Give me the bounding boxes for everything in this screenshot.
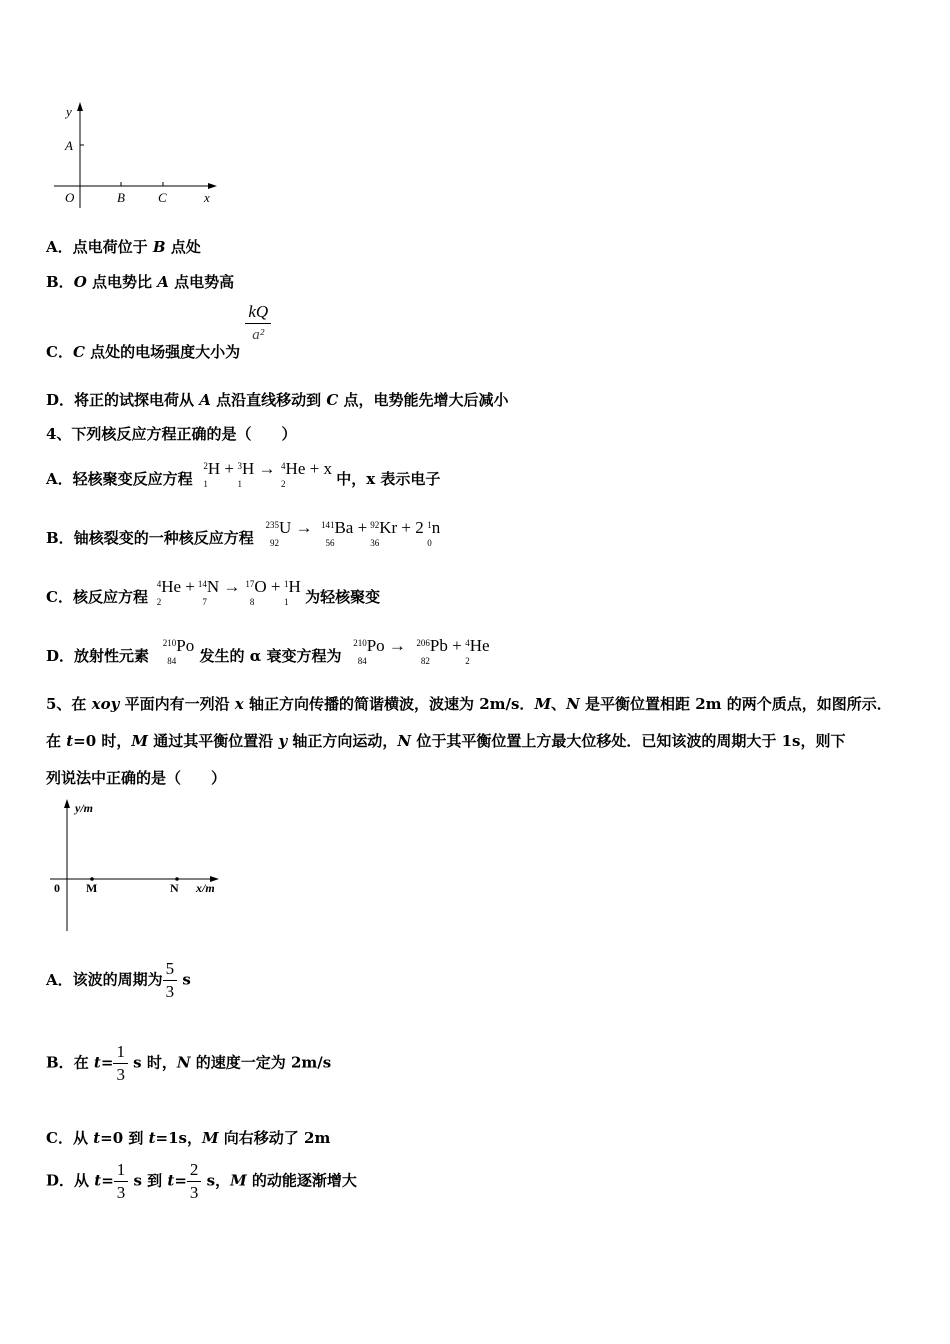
point-c-label: C (158, 190, 167, 205)
option-text: 向右移动了 2m (218, 1129, 331, 1147)
point-b-label: B (117, 190, 125, 205)
option-text: 核反应方程 (72, 588, 148, 606)
variable: C (72, 342, 85, 361)
q5-option-a[interactable] (46, 958, 191, 1003)
option-label: B． (46, 273, 74, 291)
q5-stem-line-2 (46, 730, 845, 751)
denominator: 3 (116, 1065, 125, 1084)
q3-option-b[interactable] (46, 271, 234, 292)
variable: A (157, 273, 169, 291)
option-text: 将正的试探电荷从 (74, 391, 200, 409)
x-axis-label: x/m (196, 881, 215, 895)
option-text: s 时， (127, 1053, 177, 1072)
variable: t (93, 1129, 101, 1147)
variable: M (131, 732, 149, 750)
y-axis-label: y/m (75, 801, 93, 815)
origin-label: O (65, 190, 75, 205)
variable: M (230, 1171, 247, 1190)
variable: t (94, 1171, 102, 1190)
variable: t (167, 1171, 175, 1190)
option-text: 中，x 表示电子 (336, 470, 441, 488)
period-fraction (163, 958, 178, 1003)
time-fraction-start (114, 1159, 129, 1204)
q4-option-c[interactable] (46, 576, 380, 610)
q5-option-d[interactable] (46, 1159, 357, 1204)
option-label: A． (46, 470, 73, 488)
stem-text: 是平衡位置相距 2m 的两个质点，如图所示． (579, 695, 892, 713)
option-text: 点处 (165, 238, 201, 256)
option-label: D． (46, 1171, 75, 1190)
option-text: 点电荷位于 (72, 238, 153, 256)
variable: xoy (91, 695, 120, 713)
stem-text: 位于其平衡位置上方最大位移处．已知该波的周期大于 1s，则下 (411, 732, 846, 750)
time-fraction-end (187, 1159, 202, 1204)
denominator: 3 (165, 982, 175, 1001)
field-strength-fraction (245, 301, 271, 346)
variable: t (93, 1053, 101, 1072)
option-label: A． (46, 970, 73, 989)
stem-text: 、 (551, 695, 567, 713)
option-label: D． (46, 647, 75, 665)
option-label: C． (46, 342, 73, 361)
option-label: A． (46, 238, 73, 256)
option-text: 点沿直线移动到 (210, 391, 327, 409)
option-text: 轻核聚变反应方程 (72, 470, 193, 488)
q5-option-b[interactable] (46, 1041, 331, 1086)
unit: s (177, 970, 191, 989)
option-text: = (101, 1171, 114, 1190)
y-axis-label: y (66, 104, 72, 119)
denominator: 3 (116, 1183, 126, 1202)
polonium-symbol: 210 84 Po (162, 636, 195, 667)
point-n-label: N (170, 881, 179, 895)
q4-option-b[interactable] (46, 517, 440, 551)
option-text: 该波的周期为 (72, 970, 163, 989)
q3-option-c[interactable] (46, 302, 271, 361)
stem-text: 在 (46, 732, 67, 750)
option-text: 的动能逐渐增大 (246, 1171, 357, 1190)
wave-figure (46, 795, 226, 935)
q4-stem: 4、下列核反应方程正确的是（ ） (46, 425, 297, 443)
variable: t (66, 732, 74, 750)
point-a-label: A (65, 138, 73, 153)
option-label: B． (46, 529, 74, 547)
option-text: = (100, 1053, 114, 1072)
variable: N (566, 695, 580, 713)
option-text: 从 (72, 1129, 94, 1147)
x-axis-label: x (204, 190, 210, 205)
option-text: 铀核裂变的一种核反应方程 (73, 529, 254, 547)
variable: y (278, 732, 288, 750)
option-label: C． (46, 588, 73, 606)
numerator: 1 (114, 1159, 129, 1182)
origin-label: 0 (54, 881, 60, 895)
variable: M (201, 1129, 219, 1147)
fission-equation: 235 92 U → 141 56 Ba + 92 36 Kr + 2 1 0 n (265, 518, 441, 549)
option-label: D． (46, 391, 75, 409)
fusion-equation: 2 1 H + 3 1 H → 4 2 He + x (203, 459, 337, 490)
stem-text: 平面内有一列沿 (119, 695, 235, 713)
option-text: = (174, 1171, 187, 1190)
variable: x (234, 695, 244, 713)
nuclear-reaction-equation: 4 2 He + 14 7 N → 17 8 O + 1 1 H (156, 577, 306, 608)
option-text: 为轻核聚变 (305, 588, 381, 606)
option-text: 从 (74, 1171, 95, 1190)
stem-text: 轴正方向传播的简谐横波，波速为 2m/s． (243, 695, 535, 713)
option-text: 点电势高 (168, 273, 235, 291)
point-m-label: M (86, 881, 98, 895)
variable: t (148, 1129, 156, 1147)
variable: N (176, 1053, 191, 1072)
coordinate-figure-1 (50, 100, 225, 212)
option-label: C． (46, 1129, 73, 1147)
numerator: 5 (163, 958, 178, 981)
numerator: kQ (245, 301, 271, 324)
time-fraction (113, 1041, 128, 1086)
option-text: s 到 (128, 1171, 168, 1190)
option-text: 发生的 α 衰变方程为 (199, 647, 342, 665)
option-label: B． (46, 1053, 74, 1072)
option-text: 点处的电场强度大小为 (84, 342, 241, 361)
variable: N (397, 732, 412, 750)
option-text: 在 (73, 1053, 94, 1072)
denominator: a² (252, 327, 265, 343)
variable: C (326, 391, 339, 409)
denominator: 3 (189, 1183, 199, 1202)
stem-text: 轴正方向运动， (287, 732, 398, 750)
option-text: 放射性元素 (74, 647, 150, 665)
numerator: 1 (113, 1041, 128, 1064)
variable: O (73, 273, 87, 291)
variable: A (199, 391, 211, 409)
stem-text: =0 时， (73, 732, 132, 750)
q3-option-a[interactable] (46, 236, 201, 257)
numerator: 2 (187, 1159, 202, 1182)
q4-option-d[interactable] (46, 635, 490, 669)
stem-text: 通过其平衡位置沿 (148, 732, 279, 750)
alpha-decay-equation: 210 84 Po → 206 82 Pb + 4 2 He (353, 636, 490, 667)
q5-stem-line-1 (46, 693, 892, 714)
option-text: 的速度一定为 2m/s (190, 1053, 332, 1072)
variable: M (534, 695, 552, 713)
q5-stem-line-3: 列说法中正确的是（ ） (46, 769, 227, 787)
q3-option-d[interactable] (46, 389, 509, 410)
stem-text: 5、在 (46, 695, 92, 713)
option-text: 点，电势能先增大后减小 (338, 391, 509, 409)
variable: B (152, 238, 166, 256)
option-text: s， (201, 1171, 231, 1190)
q4-option-a[interactable] (46, 458, 440, 492)
option-text: =0 到 (100, 1129, 149, 1147)
option-text: =1s， (155, 1129, 202, 1147)
q5-option-c[interactable] (46, 1127, 330, 1148)
option-text: 点电势比 (86, 273, 158, 291)
